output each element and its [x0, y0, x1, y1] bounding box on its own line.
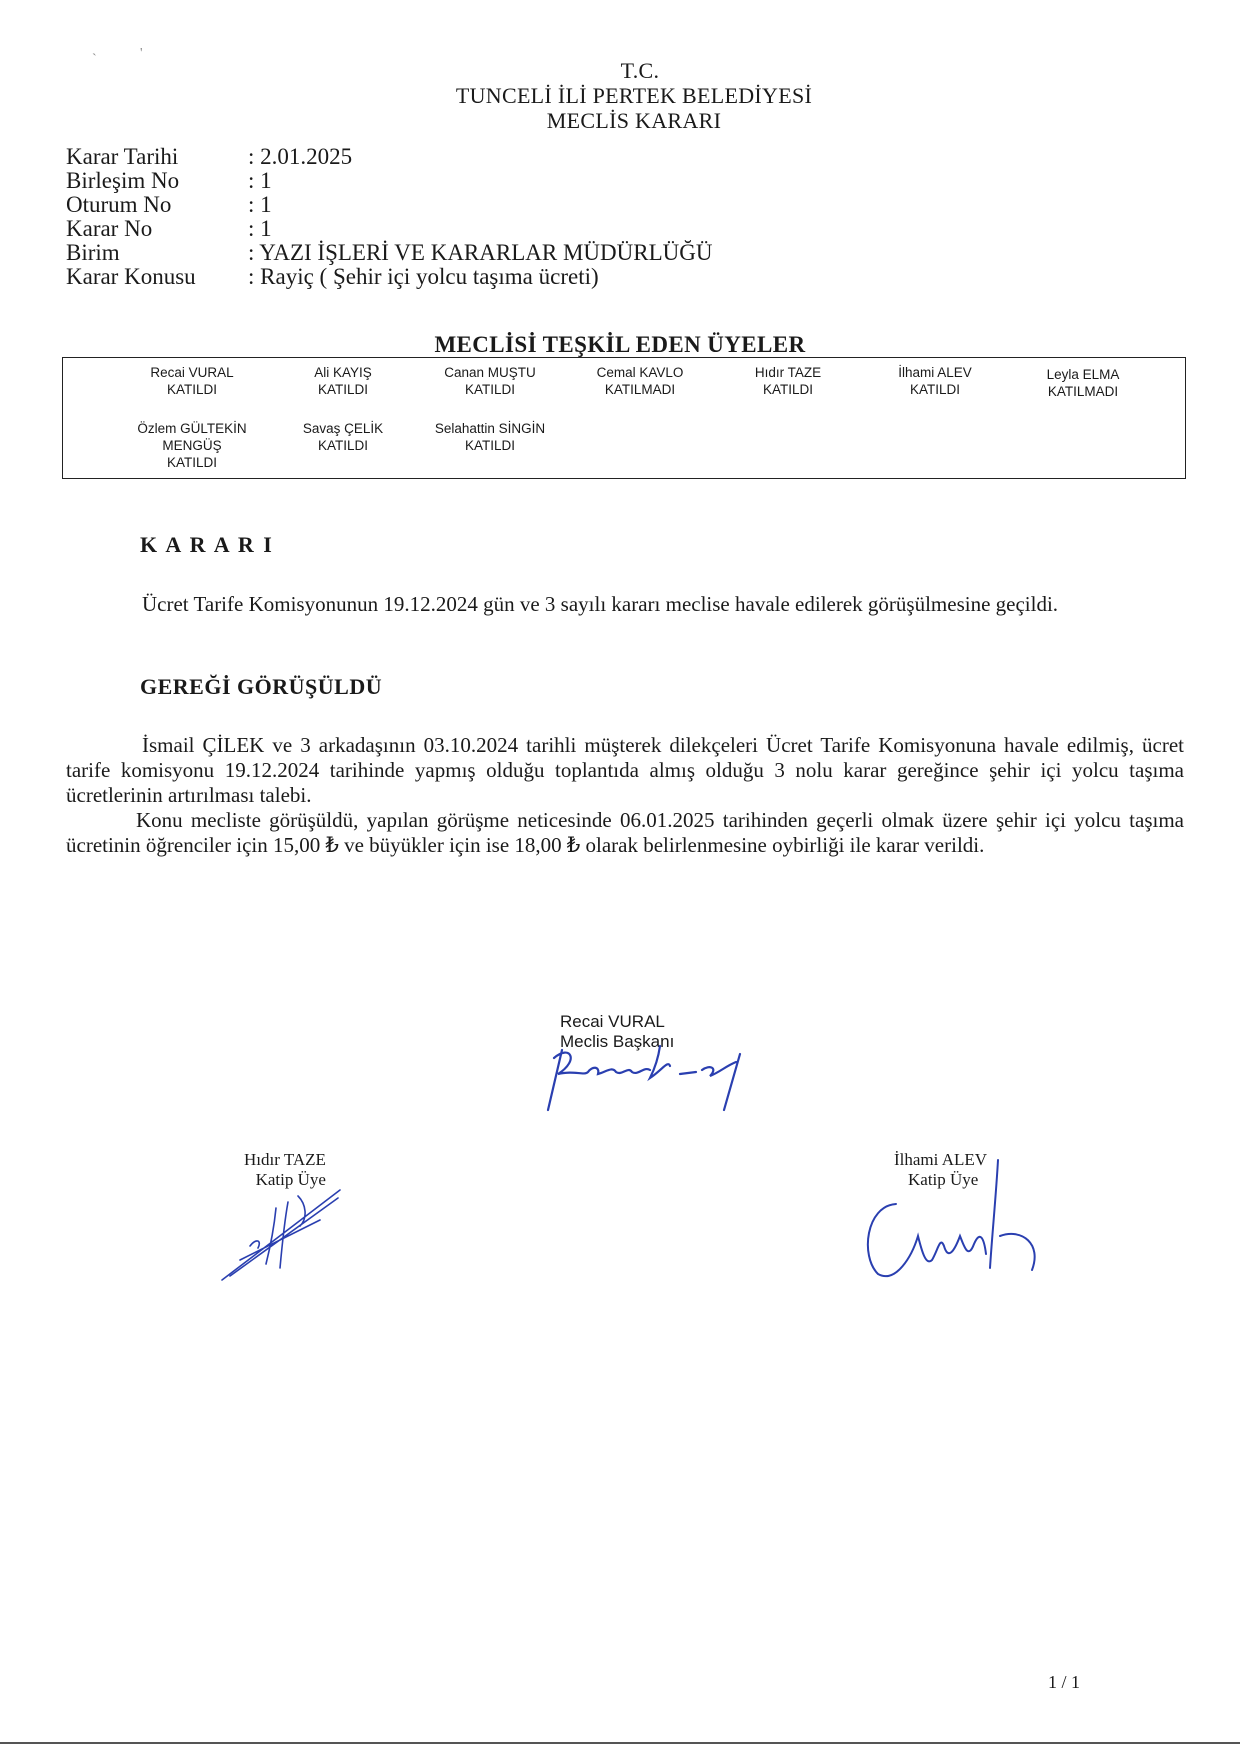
- meta-value: : Rayiç ( Şehir içi yolcu taşıma ücreti): [248, 264, 599, 289]
- member-status: KATILDI: [317, 382, 368, 397]
- member-status: KATILDI: [317, 438, 368, 453]
- member-name: Savaş ÇELİK: [302, 421, 384, 436]
- meta-value: : 1: [248, 216, 272, 241]
- clerk1-signature-icon: [210, 1168, 360, 1288]
- member-entry: [555, 364, 725, 398]
- member-status: KATILDI: [909, 382, 960, 397]
- member-status: KATILDI: [464, 438, 515, 453]
- president-name: Recai VURAL: [560, 1012, 665, 1031]
- clerk2-title: Katip Üye: [908, 1170, 979, 1189]
- scan-mark: `: [92, 52, 97, 67]
- member-entry: [405, 364, 575, 398]
- karar-title: K A R A R I: [140, 532, 274, 557]
- member-name: İlhami ALEV: [898, 365, 972, 380]
- member-status: KATILDI: [166, 382, 217, 397]
- meta-row: [66, 169, 712, 193]
- member-entry: [998, 366, 1168, 400]
- meta-row: [66, 241, 712, 265]
- clerk1-title: Katip Üye: [255, 1170, 326, 1189]
- meta-label: Karar Konusu: [66, 264, 196, 289]
- decision-meta: [66, 145, 712, 289]
- clerk2-name: İlhami ALEV: [894, 1150, 988, 1169]
- header-country: T.C.: [620, 58, 660, 83]
- member-entry: [258, 364, 428, 398]
- members-title: MECLİSİ TEŞKİL EDEN ÜYELER: [434, 332, 806, 357]
- member-name: Selahattin SİNGİN: [434, 421, 546, 436]
- member-status: KATILDI: [166, 455, 217, 470]
- member-entry: [258, 420, 428, 454]
- member-name: Ali KAYIŞ: [314, 365, 372, 380]
- meta-label: Karar No: [66, 216, 153, 241]
- member-entry: [703, 364, 873, 398]
- decision-body: [66, 733, 1184, 858]
- meta-row: [66, 265, 712, 289]
- president-title: Meclis Başkanı: [560, 1032, 675, 1051]
- member-status: KATILMADI: [604, 382, 676, 397]
- member-status: KATILDI: [464, 382, 515, 397]
- page-number: 1 / 1: [1048, 1672, 1081, 1692]
- meta-label: Birleşim No: [66, 168, 180, 193]
- meta-value: : 2.01.2025: [248, 144, 353, 169]
- president-signature-icon: [540, 1030, 800, 1120]
- karar-text: Ücret Tarife Komisyonunun 19.12.2024 gün ve 3 sayılı kararı meclise havale edilerek görüşülmesine geçildi.: [142, 592, 1059, 616]
- meta-label: Oturum No: [66, 192, 172, 217]
- meta-value: : 1: [248, 168, 272, 193]
- meta-value: : YAZI İŞLERİ VE KARARLAR MÜDÜRLÜĞÜ: [248, 240, 713, 265]
- scan-mark: ': [140, 46, 143, 61]
- member-entry: [850, 364, 1020, 398]
- meta-row: [66, 193, 712, 217]
- meta-row: [66, 217, 712, 241]
- member-status: KATILDI: [762, 382, 813, 397]
- member-name: Recai VURAL: [150, 365, 234, 380]
- member-name: Leyla ELMA: [1046, 367, 1120, 382]
- meta-value: : 1: [248, 192, 272, 217]
- page-bottom-border: [0, 1742, 1240, 1744]
- karar-paragraph: [66, 592, 1184, 617]
- clerk2-signature-icon: [856, 1156, 1066, 1286]
- member-name: Canan MUŞTU: [444, 365, 536, 380]
- member-name: Özlem GÜLTEKİN MENGÜŞ: [137, 421, 247, 453]
- meta-label: Birim: [66, 240, 120, 265]
- members-box: [62, 357, 1186, 479]
- header-doc-type: MECLİS KARARI: [546, 108, 722, 133]
- member-entry: [405, 420, 575, 454]
- member-status: KATILMADI: [1047, 384, 1119, 399]
- member-name: Hıdır TAZE: [754, 365, 822, 380]
- body-paragraph-1: İsmail ÇİLEK ve 3 arkadaşının 03.10.2024 tarihli müşterek dilekçeleri Ücret Tarife Komisyonuna havale edilmiş, ücret tarife komisyonu 19.12.2024 tarihinde yapmış olduğu toplantıda almış olduğu 3 nolu karar gereğince şehir içi yolcu taşıma ücretlerinin artırılması talebi.: [66, 733, 1184, 807]
- header-municipality: TUNCELİ İLİ PERTEK BELEDİYESİ: [455, 83, 813, 108]
- body-paragraph-2: Konu mecliste görüşüldü, yapılan görüşme neticesinde 06.01.2025 tarihinden geçerli olmak üzere şehir içi yolcu taşıma ücretinin öğrenciler için 15,00 ₺ ve büyükler için ise 18,00 ₺ olarak belirlenmesine oybirliği ile karar verildi.: [66, 808, 1184, 857]
- member-name: Cemal KAVLO: [596, 365, 684, 380]
- member-entry: [107, 420, 277, 471]
- member-entry: [107, 364, 277, 398]
- clerk1-name: Hıdır TAZE: [244, 1150, 326, 1169]
- gereği-title: GEREĞİ GÖRÜŞÜLDÜ: [140, 674, 383, 699]
- document-header: [0, 58, 1240, 133]
- meta-row: [66, 145, 712, 169]
- meta-label: Karar Tarihi: [66, 144, 179, 169]
